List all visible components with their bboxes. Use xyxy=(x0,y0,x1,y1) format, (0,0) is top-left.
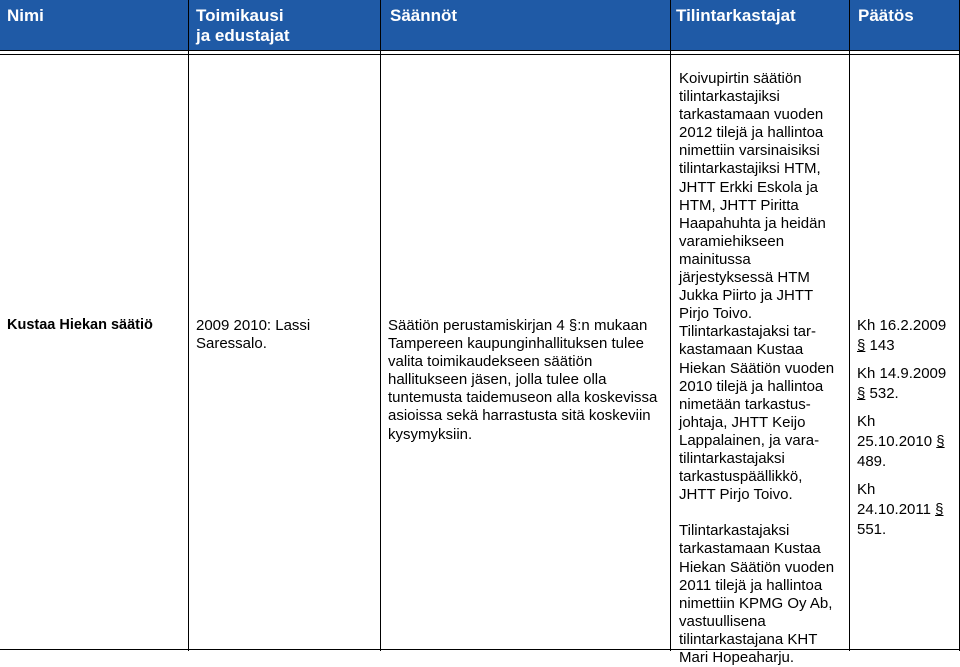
rules-cell xyxy=(388,317,657,444)
auditor-line: vastuullisena xyxy=(679,612,766,630)
decision-number: 551. xyxy=(857,521,887,538)
term-line: 2009 2010: Lassi xyxy=(196,317,311,334)
auditor-line: Lappalainen, ja vara- xyxy=(679,431,820,449)
rules-line: Tampereen kaupunginhallituksen tulee xyxy=(388,335,645,353)
column-divider-3 xyxy=(670,0,671,651)
rules-line: Säätiön perustamiskirjan 4 §:n mukaan xyxy=(388,317,648,334)
auditor-line: 2010 tilejä ja hallintoa xyxy=(679,377,824,395)
rules-line: kysymyksiin. xyxy=(388,425,473,443)
auditor-line: Haapahuhta ja heidän xyxy=(679,214,826,232)
auditor-line: Koivupirtin säätiön xyxy=(679,70,802,87)
auditor-line: varamiehikseen xyxy=(679,232,785,250)
rules-line: tuntemusta taidemuseon alla koskevissa xyxy=(388,389,658,407)
auditor-line: 2012 tilejä ja hallintoa xyxy=(679,124,824,142)
decision-number: 532. xyxy=(869,385,899,402)
rules-line: asioissa sekä harrastusta sitä koskeviin xyxy=(388,407,651,425)
auditor-line: nimetään tarkastus- xyxy=(679,395,811,413)
decision-cell xyxy=(857,316,946,540)
header-name: Nimi xyxy=(7,6,44,25)
auditor-line: Tilintarkastajaksi xyxy=(679,522,790,540)
auditor-line: tilintarkastajiksi xyxy=(679,88,780,106)
table-header xyxy=(0,0,960,50)
decision-date: 25.10.2010 xyxy=(857,433,933,450)
header-term: Toimikausi xyxy=(196,6,284,25)
foundation-name: Kustaa Hiekan säätiö xyxy=(7,317,153,333)
auditor-line: tilintarkastajaksi xyxy=(679,449,785,467)
header-term-2: ja edustajat xyxy=(196,26,290,45)
auditor-line: JHTT Pirjo Toivo. xyxy=(679,486,793,504)
auditor-line: JHTT Erkki Eskola ja xyxy=(679,178,818,196)
auditor-line: mainitussa xyxy=(679,250,751,268)
auditors-cell xyxy=(679,70,834,667)
auditor-line: nimettiin KPMG Oy Ab, xyxy=(679,594,833,612)
auditor-line: tilintarkastajiksi HTM, xyxy=(679,160,821,178)
decision-label: Kh xyxy=(857,413,876,430)
auditor-line: johtaja, JHTT Keijo xyxy=(679,413,806,431)
decision-date: 24.10.2011 xyxy=(857,501,931,518)
decision-number: 489. xyxy=(857,453,887,470)
term-line: Saressalo. xyxy=(196,335,267,353)
auditor-line: järjestyksessä HTM xyxy=(679,269,810,287)
rules-line: hallitukseen jäsen, jolla tulee olla xyxy=(388,371,607,389)
decision-label: Kh xyxy=(857,481,876,498)
header-rules: Säännöt xyxy=(390,6,458,25)
auditor-line: tarkastamaan vuoden xyxy=(679,106,824,124)
section-sign: § xyxy=(857,337,866,354)
auditor-line: Pirjo Toivo. xyxy=(679,305,753,323)
decision-date: Kh 16.2.2009 xyxy=(857,317,947,334)
auditor-line: tarkastamaan Kustaa xyxy=(679,540,821,558)
decision-date: Kh 14.9.2009 xyxy=(857,365,947,382)
section-sign: § xyxy=(857,385,866,402)
auditor-line: tilintarkastajana KHT xyxy=(679,630,818,648)
decision-number: 143 xyxy=(869,337,895,354)
paragraph-gap xyxy=(679,504,834,522)
column-divider-4 xyxy=(849,0,850,651)
header-auditors: Tilintarkastajat xyxy=(676,6,796,25)
auditor-line: Mari Hopeaharju. xyxy=(679,649,795,666)
auditor-line: Tilintarkastajaksi tar- xyxy=(679,323,816,341)
term-cell xyxy=(196,317,310,353)
auditor-line: kastamaan Kustaa xyxy=(679,341,804,359)
auditor-line: HTM, JHTT Piritta xyxy=(679,196,799,214)
section-sign: § xyxy=(935,501,944,518)
auditor-line: Jukka Piirto ja JHTT xyxy=(679,287,814,305)
rules-line: valita toimikaudekseen säätiön xyxy=(388,353,593,371)
column-divider-1 xyxy=(188,0,189,651)
section-sign: § xyxy=(936,433,945,450)
auditor-line: nimettiin varsinaisiksi xyxy=(679,142,820,160)
auditor-line: Hiekan Säätiön vuoden xyxy=(679,558,835,576)
auditor-line: Hiekan Säätiön vuoden xyxy=(679,359,835,377)
header-bottom-border xyxy=(0,50,960,51)
auditor-line: tarkastuspäällikkö, xyxy=(679,468,803,486)
header-double-border xyxy=(0,54,960,55)
header-decision: Päätös xyxy=(858,6,914,25)
column-divider-2 xyxy=(380,0,381,651)
auditor-line: 2011 tilejä ja hallintoa xyxy=(679,576,823,594)
